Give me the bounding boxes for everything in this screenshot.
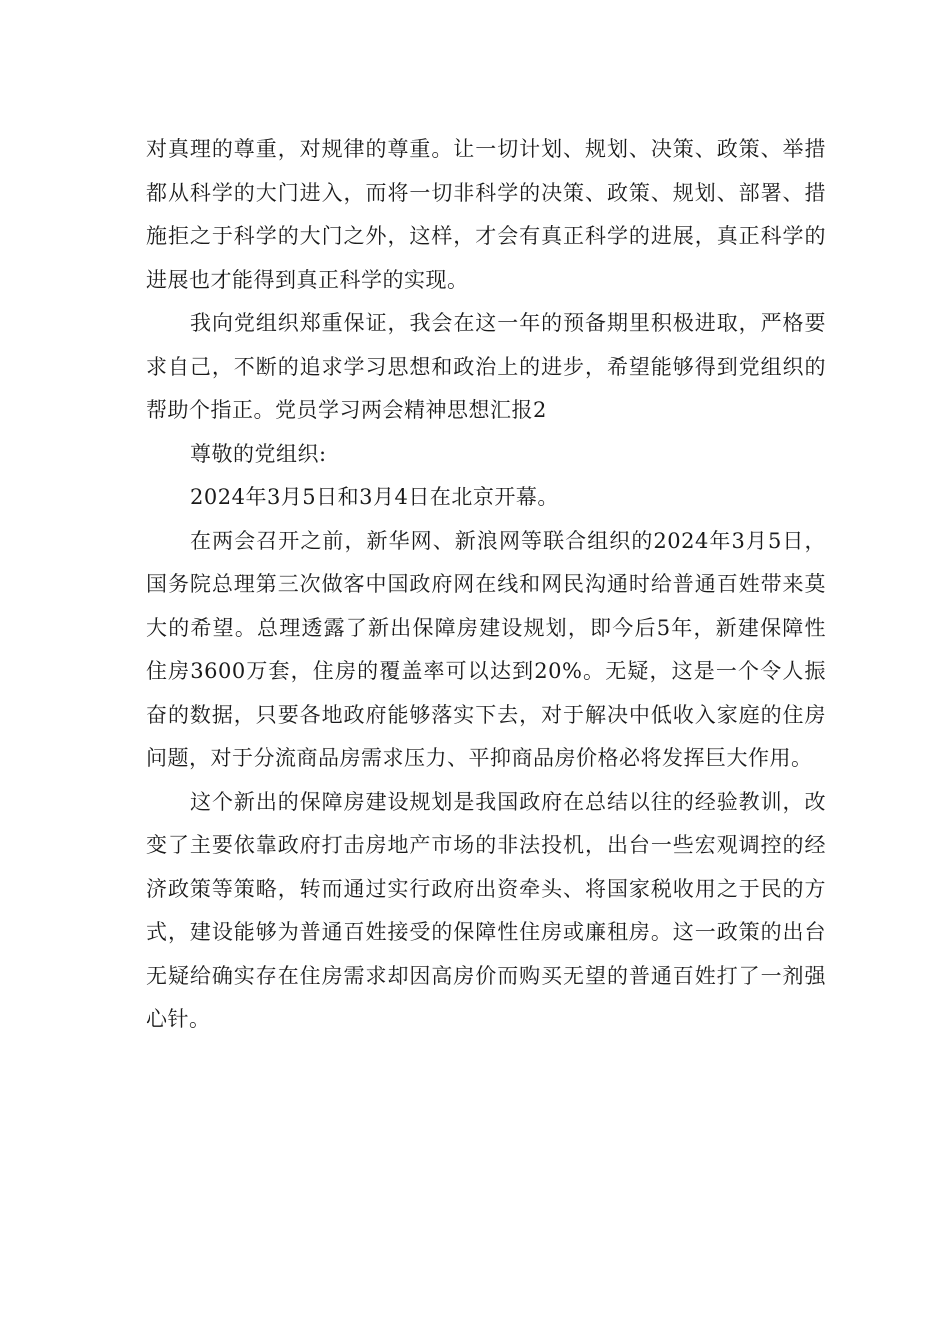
salutation: 尊敬的党组织: xyxy=(190,441,327,466)
paragraph-1: 对真理的尊重，对规律的尊重。让一切计划、规划、决策、政策、举措都从科学的大门进入，而将一切非科学的决策、政策、规划、部署、措施拒之于科学的大门之外，这样，才会有真正科学的进展，真正科学的进展也才能得到真正科学的实现。 xyxy=(146,137,826,292)
document-body xyxy=(146,128,826,1042)
paragraph-5: 这个新出的保障房建设规划是我国政府在总结以往的经验教训，改变了主要依靠政府打击房地产市场的非法投机，出台一些宏观调控的经济政策等策略，转而通过实行政府出资牵头、将国家税收用之于民的方式，建设能够为普通百姓接受的保障性住房或廉租房。这一政策的出台无疑给确实存在住房需求却因高房价而购买无望的普通百姓打了一剂强心针。 xyxy=(146,789,826,1031)
paragraph-date: 2024年3月5日和3月4日在北京开幕。 xyxy=(190,485,559,509)
paragraph-4: 在两会召开之前，新华网、新浪网等联合组织的2024年3月5日，国务院总理第三次做客中国政府网在线和网民沟通时给普通百姓带来莫大的希望。总理透露了新出保障房建设规划，即今后5年，新建保障性住房3600万套，住房的覆盖率可以达到20%。无疑，这是一个令人振奋的数据，只要各地政府能够落实下去，对于解决中低收入家庭的住房问题，对于分流商品房需求压力、平抑商品房价格必将发挥巨大作用。 xyxy=(146,528,826,770)
paragraph-2: 我向党组织郑重保证，我会在这一年的预备期里积极进取，严格要求自己，不断的追求学习思想和政治上的进步，希望能够得到党组织的帮助个指正。党员学习两会精神思想汇报2 xyxy=(146,311,826,422)
